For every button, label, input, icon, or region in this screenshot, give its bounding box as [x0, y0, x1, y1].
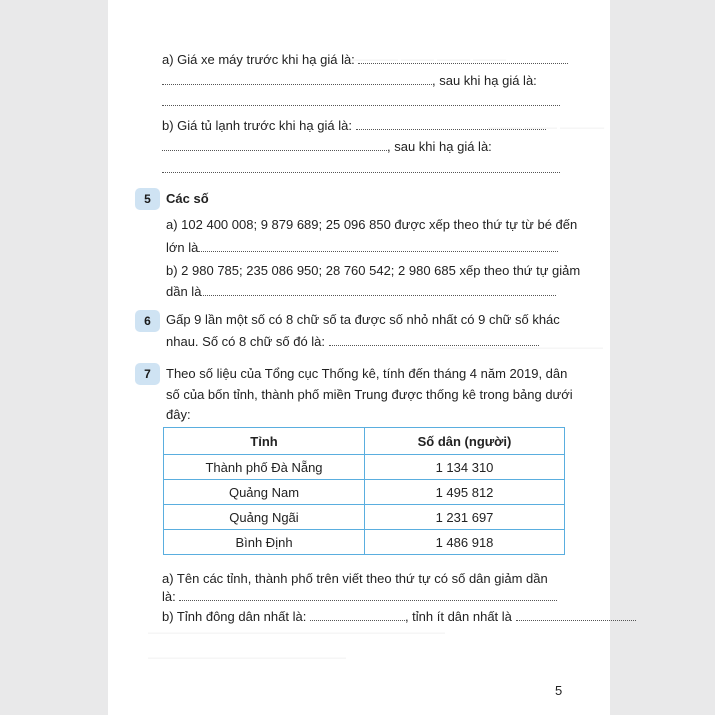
q4-a-line3	[162, 94, 560, 110]
q7-a-line1: a) Tên các tỉnh, thành phố trên viết theo thứ tự có số dân giảm dần	[162, 571, 548, 586]
answer-blank[interactable]	[162, 94, 560, 106]
answer-blank[interactable]	[516, 609, 636, 621]
answer-blank[interactable]	[356, 118, 546, 130]
answer-blank[interactable]	[198, 240, 558, 252]
q4-a-text: a) Giá xe máy trước khi hạ giá là:	[162, 52, 359, 67]
province-cell: Bình Định	[164, 530, 365, 555]
q5-b-line2: dần là	[166, 284, 556, 300]
q4-b-text: b) Giá tủ lạnh trước khi hạ giá là:	[162, 118, 356, 133]
column-header-province: Tỉnh	[164, 428, 365, 455]
province-cell: Quảng Ngãi	[164, 505, 365, 530]
q4-b-after: , sau khi hạ giá là:	[387, 139, 492, 154]
population-table	[163, 427, 565, 555]
show-through-text: ——— ——— ————	[488, 122, 605, 134]
q6-line1: Gấp 9 lần một số có 8 chữ số ta được số nhỏ nhất có 9 chữ số khác	[166, 312, 560, 327]
q7-line1: Theo số liệu của Tổng cục Thống kê, tính đến tháng 4 năm 2019, dân	[166, 366, 568, 381]
province-cell: Thành phố Đà Nẵng	[164, 455, 365, 480]
q7-line3: đây:	[166, 407, 191, 422]
show-through-text: ————— ——— ——— ———	[343, 54, 507, 66]
q4-b-line3	[162, 161, 560, 177]
table-row	[164, 530, 565, 555]
population-cell: 1 495 812	[365, 480, 565, 505]
table-row	[164, 455, 565, 480]
answer-blank[interactable]	[358, 52, 568, 64]
question-number-badge: 7	[135, 363, 160, 385]
q5-b-line1: b) 2 980 785; 235 086 950; 28 760 542; 2 980 685 xếp theo thứ tự giảm	[166, 263, 581, 278]
q7-a-line2: là:	[162, 589, 557, 605]
answer-blank[interactable]	[329, 334, 539, 346]
question-number-badge: 6	[135, 310, 160, 332]
q4-a-after: , sau khi hạ giá là:	[432, 73, 537, 88]
q5-a-line2: lớn là	[166, 240, 558, 256]
province-cell: Quảng Nam	[164, 480, 365, 505]
population-cell: 1 231 697	[365, 505, 565, 530]
table-header-row	[164, 428, 565, 455]
q7-line2: số của bốn tỉnh, thành phố miền Trung được thống kê trong bảng dưới	[166, 387, 573, 402]
show-through-text: ———————————————	[438, 342, 603, 354]
q4-b-line1	[162, 118, 546, 134]
show-through-text: ——————————————————	[148, 652, 346, 664]
question-number-badge: 5	[135, 188, 160, 210]
q6-line2: nhau. Số có 8 chữ số đó là:	[166, 334, 539, 350]
q7-b-line: b) Tỉnh đông dân nhất là: , tỉnh ít dân nhất là	[162, 609, 636, 625]
population-cell: 1 486 918	[365, 530, 565, 555]
population-cell: 1 134 310	[365, 455, 565, 480]
answer-blank[interactable]	[179, 589, 557, 601]
q4-a-line2	[162, 73, 537, 89]
column-header-population: Số dân (người)	[365, 428, 565, 455]
answer-blank[interactable]	[162, 139, 387, 151]
show-through-text: ———————————————————————————	[148, 627, 445, 639]
q5-title: Các số	[166, 191, 209, 206]
q4-a-line1	[162, 52, 568, 68]
table-row	[164, 505, 565, 530]
answer-blank[interactable]	[162, 161, 560, 173]
q4-b-line2	[162, 139, 492, 155]
answer-blank[interactable]	[201, 284, 556, 296]
table-row	[164, 480, 565, 505]
page-number: 5	[555, 683, 563, 698]
answer-blank[interactable]	[310, 609, 405, 621]
q5-a-line1: a) 102 400 008; 9 879 689; 25 096 850 được xếp theo thứ tự từ bé đến	[166, 217, 578, 232]
answer-blank[interactable]	[162, 73, 432, 85]
